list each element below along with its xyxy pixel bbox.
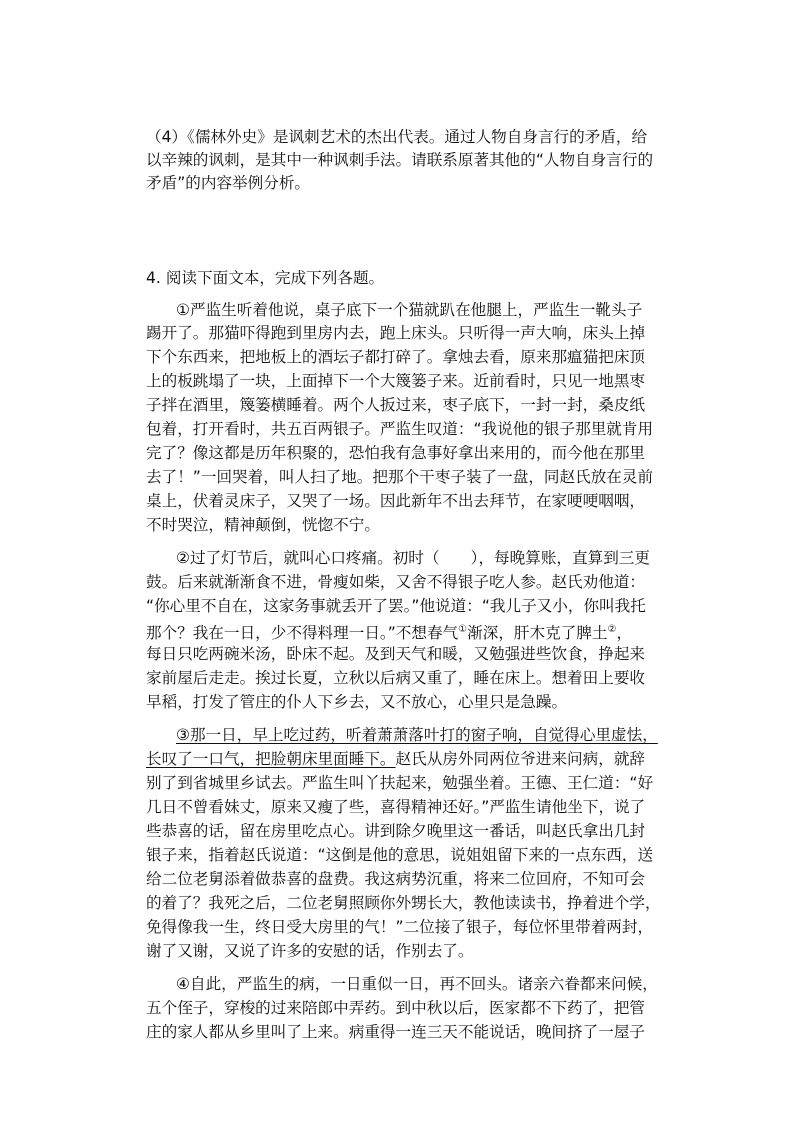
paragraph-2-line-with-notes xyxy=(146,619,632,641)
paragraph-4-line: 五个侄子，穿梭的过来陪郎中弄药。到中秋以后，医家都不下药了，把管 xyxy=(146,999,646,1017)
paragraph-3-underlined-line: ③那一日，早上吃过药，听着萧萧落叶打的窗子响，自觉得心里虚怯， xyxy=(176,726,658,744)
paragraph-3-line: 谢了又谢，又说了许多的安慰的话，作别去了。 xyxy=(146,942,474,960)
section-heading: 4. 阅读下面文本，完成下列各题。 xyxy=(146,269,385,287)
paragraph-1-line: 踢开了。那猫吓得跑到里房内去，跑上床头。只听得一声大响，床头上掉 xyxy=(146,324,646,342)
paragraph-3-line: 些恭喜的话，留在房里吃点心。讲到除夕晚里这一番话，叫赵氏拿出几封 xyxy=(146,822,646,840)
question-line: 以辛辣的讽刺，是其中一种讽刺手法。请联系原著其他的“人物自身言行的 xyxy=(146,151,654,169)
paragraph-2-line: “你心里不自在，这家务事就丢开了罢。”他说道：“我儿子又小，你叫我托 xyxy=(146,597,646,615)
paragraph-2-text: ， xyxy=(616,624,633,642)
paragraph-1-line: 去了！”一回哭着，叫人扫了地。把那个干枣子装了一盘，同赵氏放在灵前 xyxy=(146,468,654,486)
question-line: 矛盾”的内容举例分析。 xyxy=(146,174,311,192)
paragraph-1-line: 不时哭泣，精神颠倒，恍惚不宁。 xyxy=(146,516,380,534)
paragraph-2-text: 那个？我在一日，少不得料理一日。”不想春气 xyxy=(146,624,459,642)
paragraph-4-line: ④自此，严监生的病，一日重似一日，再不回头。诸亲六眷都来问候， xyxy=(176,975,658,993)
paragraph-3-line: 几日不曾看妹丈，原来又瘦了些，喜得精神还好。”严监生请他坐下，说了 xyxy=(146,798,646,816)
paragraph-3-line xyxy=(146,748,645,770)
paragraph-3-text: 赵氏从房外同两位爷进来问病，就辞 xyxy=(395,750,646,768)
footnote-marker-2: ② xyxy=(607,624,617,635)
paragraph-2-line: 早稻，打发了管庄的仆人下乡去，又不放心，心里只是急躁。 xyxy=(146,693,568,711)
paragraph-1-line: 子拌在酒里，篾篓横睡着。两个人扳过来，枣子底下，一封一封，桑皮纸 xyxy=(146,396,646,414)
paragraph-3-line: 给二位老舅添着做恭喜的盘费。我这病势沉重，将来二位回府，不知可会 xyxy=(146,870,646,888)
paragraph-1-line: 上的板跳塌了一块，上面掉下一个大篾篓子来。近前看时，只见一地黑枣 xyxy=(146,372,646,390)
paragraph-2-line: ②过了灯节后，就叫心口疼痛。初时（ ），每晚算账，直算到三更 xyxy=(176,549,650,567)
paragraph-2-text: 渐深，肝木克了脾土 xyxy=(467,624,608,642)
paragraph-3-line: 银子来，指着赵氏说道：“这倒是他的意思，说姐姐留下来的一点东西，送 xyxy=(146,846,654,864)
paragraph-3-line: 免得像我一生，终日受大房里的气！”二位接了银子，每位怀里带着两封， xyxy=(146,918,654,936)
paragraph-3-line: 别了到省城里乡试去。严监生叫丫扶起来，勉强坐着。王德、王仁道：“好 xyxy=(146,774,654,792)
paragraph-2-line: 鼓。后来就渐渐食不进，骨瘦如柴，又舍不得银子吃人参。赵氏劝他道： xyxy=(146,573,646,591)
paragraph-3-line: 的着了？我死之后，二位老舅照顾你外甥长大，教他读读书，挣着进个学， xyxy=(146,894,661,912)
footnote-marker-1: ① xyxy=(458,624,468,635)
question-line: （4）《儒林外史》是讽刺艺术的杰出代表。通过人物自身言行的矛盾，给 xyxy=(146,128,648,146)
paragraph-4-line: 庄的家人都从乡里叫了上来。病重得一连三天不能说话，晚间挤了一屋子 xyxy=(146,1023,646,1041)
paragraph-1-line: 桌上，伏着灵床子，又哭了一场。因此新年不出去拜节，在家哽哽咽咽， xyxy=(146,492,646,510)
paragraph-2-line: 家前屋后走走。挨过长夏，立秋以后病又重了，睡在床上。想着田上要收 xyxy=(146,669,646,687)
paragraph-3-underlined-text: 长叹了一口气，把脸朝床里面睡下。 xyxy=(146,750,396,768)
paragraph-2-line: 每日只吃两碗米汤，卧床不起。及到天气和暖，又勉强进些饮食，挣起来 xyxy=(146,645,646,663)
paragraph-1-line: 完了？像这都是历年积聚的，恐怕我有急事好拿出来用的，而今他在那里 xyxy=(146,444,646,462)
paragraph-1-line: ①严监生听着他说，桌子底下一个猫就趴在他腿上，严监生一靴头子 xyxy=(176,301,643,319)
paragraph-1-line: 包着，打开看时，共五百两银子。严监生叹道：“我说他的银子那里就肯用 xyxy=(146,420,654,438)
paragraph-1-line: 下个东西来，把地板上的酒坛子都打碎了。拿烛去看，原来那瘟猫把床顶 xyxy=(146,348,646,366)
